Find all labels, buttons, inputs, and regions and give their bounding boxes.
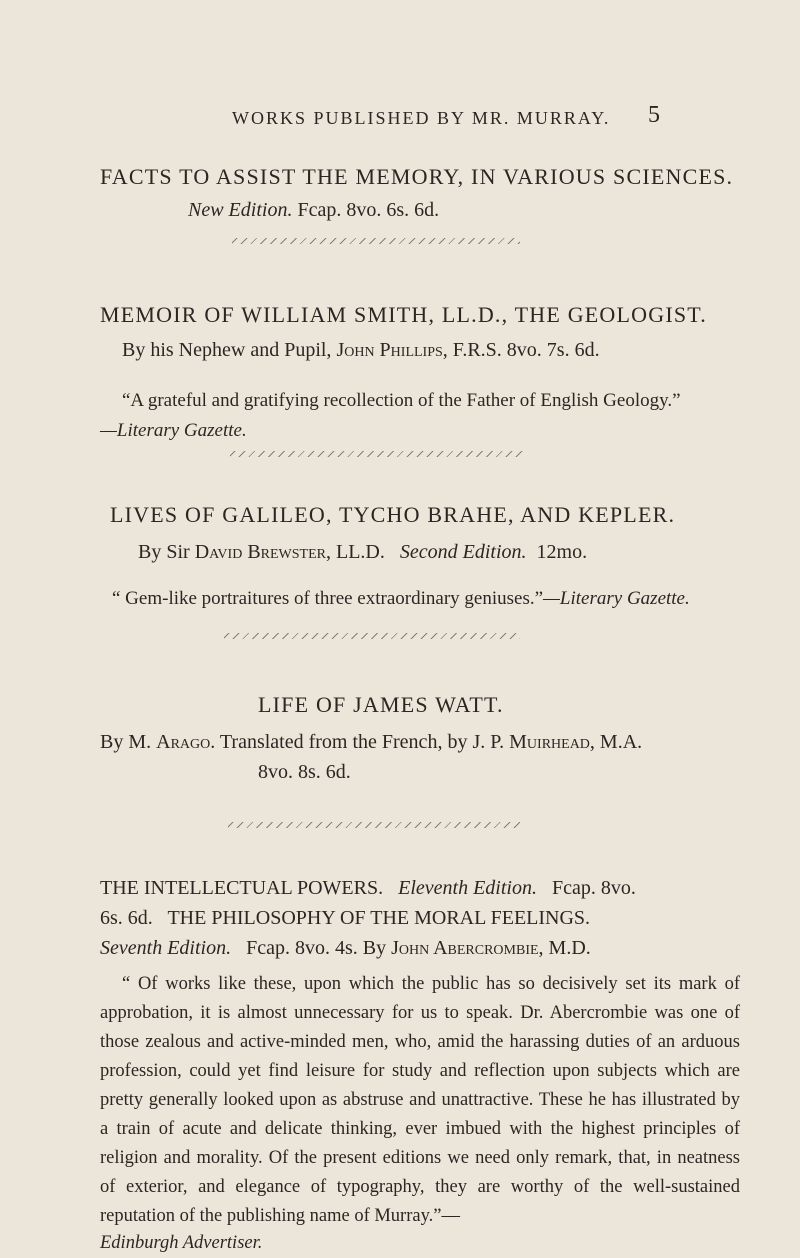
byline-rest: , M.D. <box>538 937 591 959</box>
divider-rule <box>232 238 520 244</box>
byline-prefix: By his Nephew and Pupil, <box>122 339 332 361</box>
entry-detail <box>100 192 740 228</box>
byline-prefix: By M. <box>100 731 152 753</box>
translator-name: Muirhead <box>509 731 590 753</box>
entry-memoir <box>100 300 740 446</box>
work-title: THE PHILOSOPHY OF THE MORAL FEELINGS. <box>167 907 591 929</box>
author-name: David Brewster <box>194 541 326 563</box>
entry-byline <box>100 534 740 570</box>
edition-label: Eleventh Edition. <box>398 877 537 899</box>
format-price: Fcap. 8vo. 6s. 6d. <box>297 199 440 221</box>
work-title: THE INTELLECTUAL POWERS. <box>100 877 384 899</box>
entry-title: FACTS TO ASSIST THE MEMORY, IN VARIOUS SCIENCES. <box>100 164 734 189</box>
entry-galileo <box>100 500 740 614</box>
entry-abercrombie <box>100 870 740 1258</box>
byline-prefix: By Sir <box>138 541 190 563</box>
divider-rule <box>228 822 520 828</box>
author-name: John Phillips <box>336 339 443 361</box>
entry-watt <box>100 690 740 790</box>
author-name: John Abercrombie <box>391 937 539 959</box>
edition-label: Second Edition. <box>399 541 527 563</box>
author-name: Arago <box>156 731 211 753</box>
page-number: 5 <box>648 102 660 128</box>
divider-rule <box>224 633 520 639</box>
review-quote-line <box>100 584 740 614</box>
format-price: 8vo. 8s. 6d. <box>258 761 351 783</box>
quote-source: —Literary Gazette. <box>543 588 690 609</box>
byline-mid: , LL.D. <box>326 541 385 563</box>
entry-title: LIFE OF JAMES WATT. <box>258 692 504 717</box>
review-quote: “A grateful and gratifying recollection of the Father of English Geology.” <box>122 390 681 411</box>
edition-label: New Edition. <box>188 199 293 221</box>
running-head: WORKS PUBLISHED BY MR. MURRAY. <box>232 108 611 128</box>
format: Fcap. 8vo. <box>551 877 636 899</box>
entry-title: LIVES OF GALILEO, TYCHO BRAHE, AND KEPLER. <box>110 502 676 527</box>
entry-title: MEMOIR OF WILLIAM SMITH, LL.D., THE GEOLOGIST. <box>100 302 707 327</box>
review-paragraph: “ Of works like these, upon which the public has so decisively set its mark of approbation, it is almost unnecessary for us to speak. Dr. Abercrombie was one of those zealous and active-minded men, who, amid the harassing duties of an arduous profession, could yet find leisure for study and reflection upon subjects which are pretty generally looked upon as abstruse and unattractive. These he has illustrated by a train of acute and delicate thinking, ever imbued with the highest principles of religion and morality. Of the present editions we need only remark, that, in neatness of exterior, and elegance of typography, they are worthy of the well-sustained reputation of the publishing name of Murray.”— <box>100 974 740 1226</box>
quote-source: —Literary Gazette. <box>100 420 247 441</box>
edition-label: Seventh Edition. <box>100 937 232 959</box>
byline-rest: , F.R.S. 8vo. 7s. 6d. <box>442 339 600 361</box>
format: 12mo. <box>536 541 588 563</box>
entry-line-3 <box>100 930 740 966</box>
byline-rest: , M.A. <box>589 731 643 753</box>
price: 6s. 6d. <box>100 907 153 929</box>
quote-source: Edinburgh Advertiser. <box>100 1233 263 1253</box>
entry-byline <box>100 332 740 368</box>
format-price: Fcap. 8vo. 4s. By <box>246 937 387 959</box>
review-quote: “ Gem-like portraitures of three extraordinary geniuses.” <box>112 588 544 609</box>
divider-rule <box>230 451 524 457</box>
byline-mid: . Translated from the French, by J. P. <box>210 731 505 753</box>
entry-facts <box>100 162 740 228</box>
